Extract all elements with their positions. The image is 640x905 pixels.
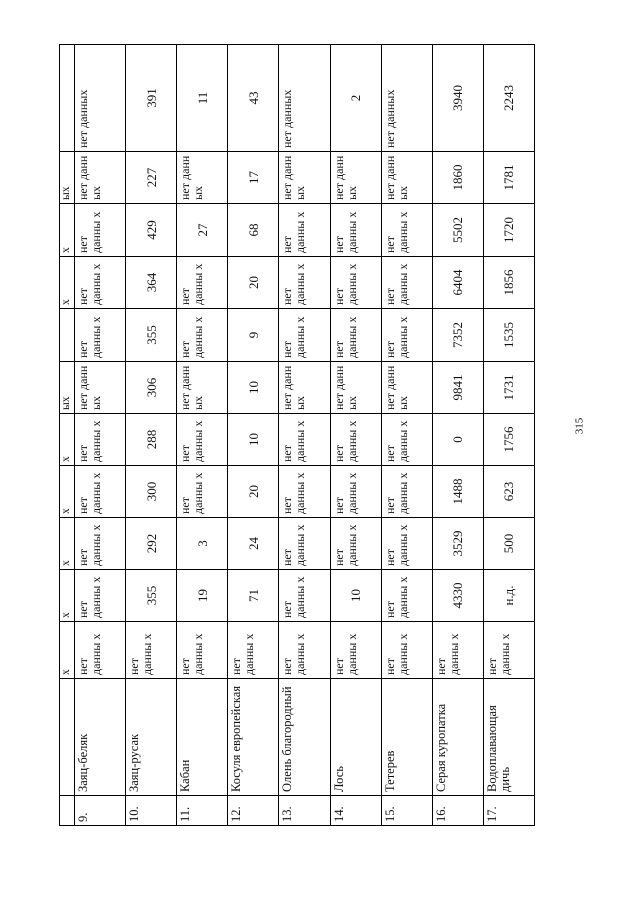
no-data-cell: нет данны х (330, 204, 381, 257)
value-cell: 43 (228, 45, 279, 152)
no-data-cell: нет данны х (279, 518, 330, 570)
table-row (279, 45, 330, 826)
value-cell: 300 (126, 466, 177, 518)
header-cell: х (60, 257, 75, 309)
value-cell: 3940 (432, 45, 483, 152)
row-number: 17. (483, 796, 534, 826)
row-number: 13. (279, 796, 330, 826)
value-cell: 19 (177, 570, 228, 622)
no-data-cell: нет данны х (279, 204, 330, 257)
no-data-cell: нет данн ых (177, 362, 228, 414)
no-data-cell: нет данны х (126, 622, 177, 679)
no-data-cell: нет данны х (330, 257, 381, 309)
value-cell: 623 (483, 466, 534, 518)
value-cell: 1860 (432, 152, 483, 204)
value-cell: 0 (432, 414, 483, 466)
value-cell: 500 (483, 518, 534, 570)
table-row (228, 45, 279, 826)
no-data-cell: нет данны х (330, 414, 381, 466)
header-cell: х (60, 622, 75, 679)
table-row (75, 45, 126, 826)
value-cell: 20 (228, 466, 279, 518)
value-cell: 9 (228, 309, 279, 362)
no-data-cell: нет данны х (228, 622, 279, 679)
value-cell: 306 (126, 362, 177, 414)
value-cell: 1535 (483, 309, 534, 362)
header-cell: ых (60, 362, 75, 414)
no-data-cell: нет данных (381, 45, 432, 152)
header-cell: х (60, 204, 75, 257)
no-data-cell: нет данны х (279, 414, 330, 466)
species-name: Заяц-беляк (75, 679, 126, 796)
no-data-cell: нет данны х (177, 414, 228, 466)
species-name: Олень благородный (279, 679, 330, 796)
no-data-cell: нет данны х (279, 570, 330, 622)
no-data-cell: нет данны х (381, 204, 432, 257)
header-cell (60, 796, 75, 826)
value-cell: 4330 (432, 570, 483, 622)
table-row (177, 45, 228, 826)
no-data-cell: нет данны х (330, 622, 381, 679)
table-row (432, 45, 483, 826)
table-row (381, 45, 432, 826)
no-data-cell: нет данны х (177, 622, 228, 679)
header-cell: ых (60, 152, 75, 204)
no-data-cell: нет данн ых (381, 152, 432, 204)
value-cell: 11 (177, 45, 228, 152)
game-animals-table (59, 44, 535, 826)
value-cell: 6404 (432, 257, 483, 309)
no-data-cell: нет данных (279, 45, 330, 152)
no-data-cell: нет данн ых (330, 152, 381, 204)
no-data-cell: нет данны х (75, 257, 126, 309)
value-cell: 3 (177, 518, 228, 570)
value-cell: 9841 (432, 362, 483, 414)
no-data-cell: нет данн ых (75, 152, 126, 204)
header-cell: х (60, 466, 75, 518)
row-number: 11. (177, 796, 228, 826)
no-data-cell: нет данны х (75, 622, 126, 679)
value-cell: 1731 (483, 362, 534, 414)
table-row (126, 45, 177, 826)
value-cell: 10 (330, 570, 381, 622)
no-data-cell: нет данных (75, 45, 126, 152)
no-data-cell: нет данны х (177, 257, 228, 309)
value-cell: 5502 (432, 204, 483, 257)
no-data-cell: нет данны х (177, 309, 228, 362)
value-cell: 2243 (483, 45, 534, 152)
value-cell: 10 (228, 414, 279, 466)
table-body (60, 45, 535, 826)
no-data-cell: нет данн ых (279, 362, 330, 414)
row-number: 10. (126, 796, 177, 826)
no-data-cell: нет данны х (75, 309, 126, 362)
value-cell: 1488 (432, 466, 483, 518)
value-cell: 3529 (432, 518, 483, 570)
no-data-cell: нет данн ых (75, 362, 126, 414)
no-data-cell: нет данны х (75, 204, 126, 257)
rotated-table-container (59, 46, 535, 826)
no-data-cell: нет данны х (279, 257, 330, 309)
header-cell: х (60, 570, 75, 622)
species-name: Тетерев (381, 679, 432, 796)
value-cell: 17 (228, 152, 279, 204)
no-data-cell: нет данны х (75, 518, 126, 570)
no-data-cell: нет данн ых (279, 152, 330, 204)
value-cell: н.д. (483, 570, 534, 622)
value-cell: 355 (126, 309, 177, 362)
value-cell: 1756 (483, 414, 534, 466)
no-data-cell: нет данны х (75, 466, 126, 518)
no-data-cell: нет данн ых (381, 362, 432, 414)
value-cell: 288 (126, 414, 177, 466)
no-data-cell: нет данны х (330, 309, 381, 362)
no-data-cell: нет данны х (75, 570, 126, 622)
table-row (483, 45, 534, 826)
no-data-cell: нет данны х (432, 622, 483, 679)
no-data-cell: нет данны х (381, 518, 432, 570)
value-cell: 27 (177, 204, 228, 257)
header-cell: х (60, 414, 75, 466)
value-cell: 355 (126, 570, 177, 622)
no-data-cell: нет данны х (381, 414, 432, 466)
value-cell: 364 (126, 257, 177, 309)
header-cell (60, 45, 75, 152)
no-data-cell: нет данны х (381, 466, 432, 518)
no-data-cell: нет данны х (483, 622, 534, 679)
species-name: Косуля европейская (228, 679, 279, 796)
value-cell: 7352 (432, 309, 483, 362)
header-cell (60, 309, 75, 362)
value-cell: 10 (228, 362, 279, 414)
table-row (330, 45, 381, 826)
no-data-cell: нет данны х (330, 466, 381, 518)
value-cell: 1856 (483, 257, 534, 309)
row-number: 9. (75, 796, 126, 826)
value-cell: 1720 (483, 204, 534, 257)
no-data-cell: нет данны х (381, 257, 432, 309)
no-data-cell: нет данны х (75, 414, 126, 466)
value-cell: 24 (228, 518, 279, 570)
page-number: 315 (573, 417, 586, 435)
no-data-cell: нет данн ых (177, 152, 228, 204)
no-data-cell: нет данны х (330, 518, 381, 570)
header-cell: х (60, 518, 75, 570)
value-cell: 20 (228, 257, 279, 309)
value-cell: 292 (126, 518, 177, 570)
table-header-row (60, 45, 75, 826)
no-data-cell: нет данны х (279, 466, 330, 518)
value-cell: 71 (228, 570, 279, 622)
row-number: 16. (432, 796, 483, 826)
value-cell: 429 (126, 204, 177, 257)
table-rotation-wrapper (59, 46, 535, 826)
value-cell: 1781 (483, 152, 534, 204)
value-cell: 227 (126, 152, 177, 204)
species-name: Лось (330, 679, 381, 796)
species-name: Водоплавающая дичь (483, 679, 534, 796)
no-data-cell: нет данн ых (330, 362, 381, 414)
species-name: Серая куропатка (432, 679, 483, 796)
no-data-cell: нет данны х (279, 622, 330, 679)
no-data-cell: нет данны х (177, 466, 228, 518)
row-number: 15. (381, 796, 432, 826)
no-data-cell: нет данны х (279, 309, 330, 362)
value-cell: 391 (126, 45, 177, 152)
header-cell (60, 679, 75, 796)
species-name: Заяц-русак (126, 679, 177, 796)
species-name: Кабан (177, 679, 228, 796)
value-cell: 68 (228, 204, 279, 257)
no-data-cell: нет данны х (381, 309, 432, 362)
value-cell: 2 (330, 45, 381, 152)
row-number: 14. (330, 796, 381, 826)
no-data-cell: нет данны х (381, 622, 432, 679)
no-data-cell: нет данны х (381, 570, 432, 622)
row-number: 12. (228, 796, 279, 826)
